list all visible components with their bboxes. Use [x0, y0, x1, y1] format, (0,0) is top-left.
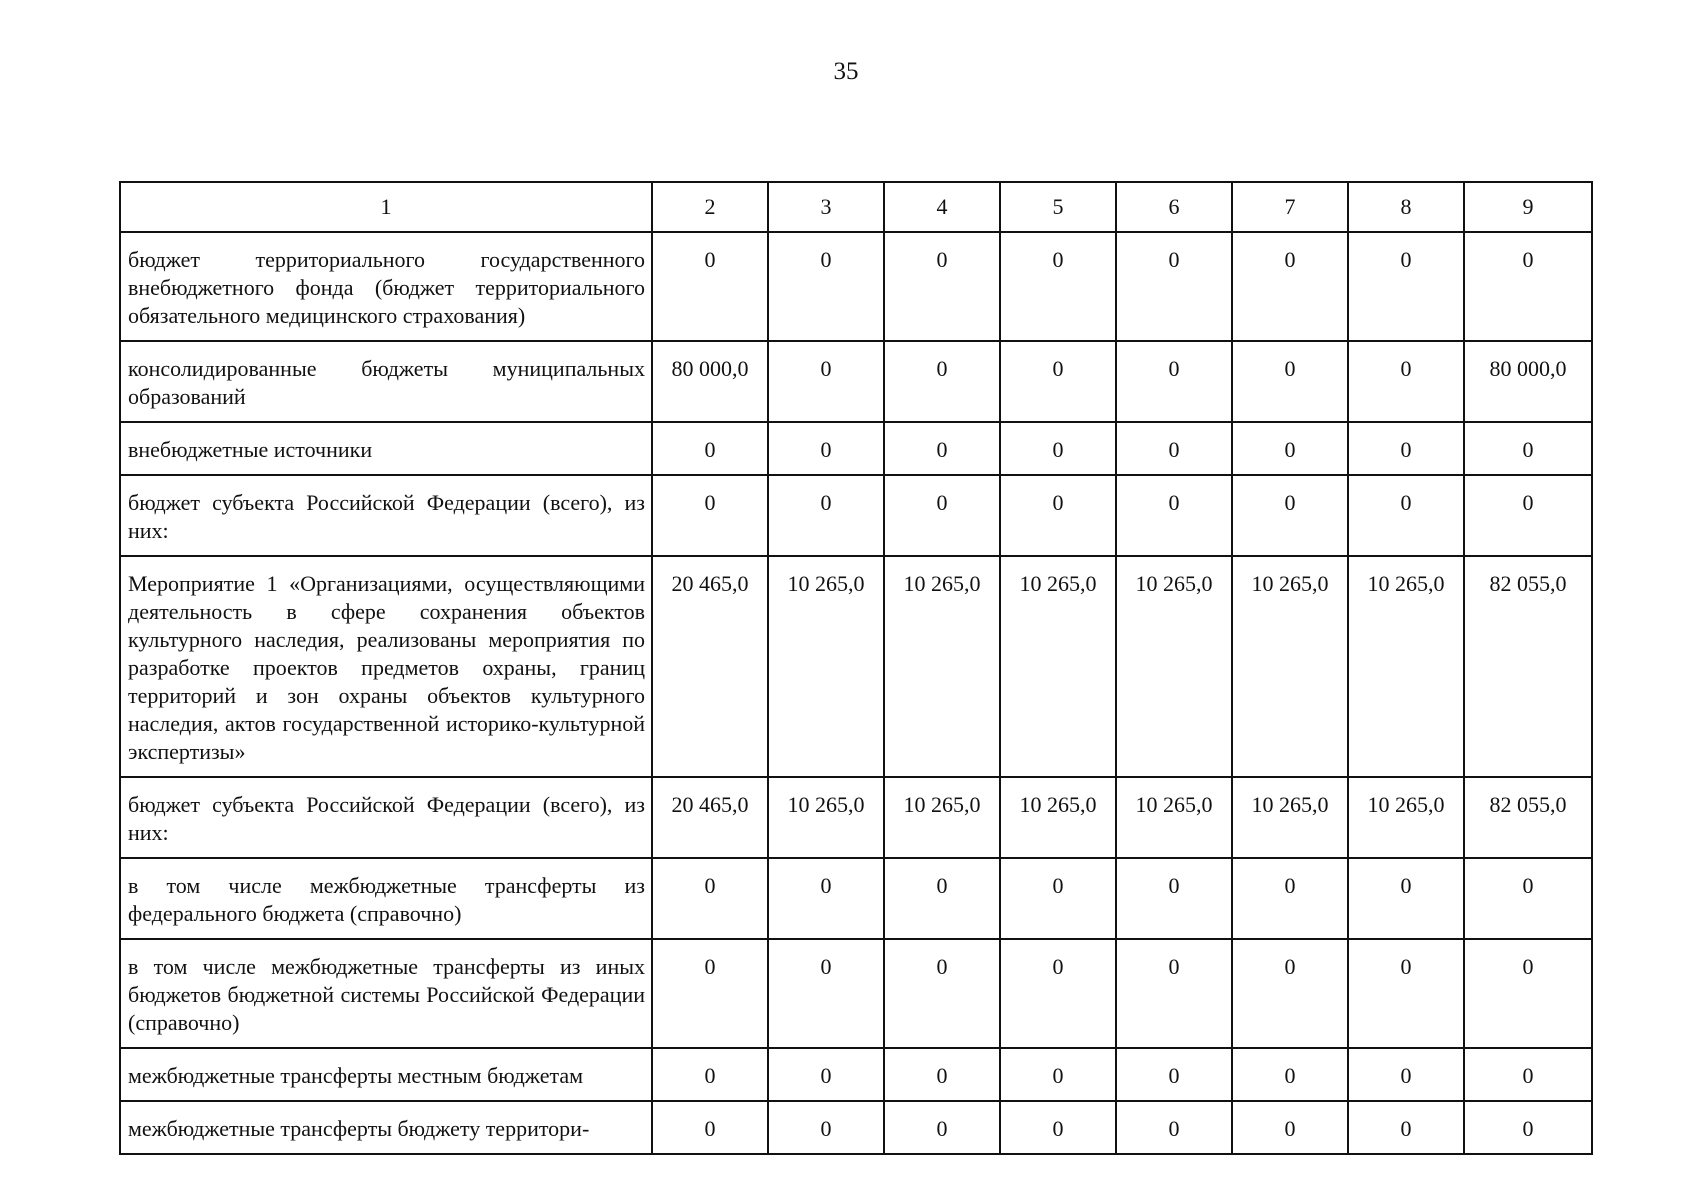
value-cell: 0 [884, 858, 1000, 939]
value-cell: 0 [1116, 858, 1232, 939]
value-cell: 0 [1000, 1048, 1116, 1101]
value-cell: 10 265,0 [768, 777, 884, 858]
value-cell: 0 [884, 232, 1000, 341]
value-cell: 0 [768, 232, 884, 341]
value-cell: 0 [1000, 341, 1116, 422]
table-row [120, 939, 1592, 1048]
column-header: 1 [120, 182, 652, 232]
row-label: консолидированные бюджеты муниципальных образований [120, 341, 652, 422]
column-header: 9 [1464, 182, 1592, 232]
table-row [120, 475, 1592, 556]
value-cell: 0 [1348, 232, 1464, 341]
value-cell: 0 [1348, 1048, 1464, 1101]
table-row [120, 232, 1592, 341]
value-cell: 0 [1232, 341, 1348, 422]
budget-table [119, 181, 1593, 1155]
value-cell: 0 [1464, 232, 1592, 341]
table-row [120, 858, 1592, 939]
value-cell: 0 [1348, 341, 1464, 422]
value-cell: 0 [768, 1048, 884, 1101]
value-cell: 0 [884, 1048, 1000, 1101]
value-cell: 0 [1348, 1101, 1464, 1154]
table-row [120, 422, 1592, 475]
value-cell: 0 [884, 422, 1000, 475]
value-cell: 0 [768, 858, 884, 939]
value-cell: 0 [652, 939, 768, 1048]
value-cell: 10 265,0 [1116, 777, 1232, 858]
column-header: 2 [652, 182, 768, 232]
value-cell: 20 465,0 [652, 777, 768, 858]
value-cell: 0 [768, 341, 884, 422]
value-cell: 0 [1116, 475, 1232, 556]
value-cell: 0 [1000, 422, 1116, 475]
value-cell: 0 [1232, 1101, 1348, 1154]
row-label: бюджет субъекта Российской Федерации (всего), из них: [120, 777, 652, 858]
value-cell: 10 265,0 [884, 556, 1000, 777]
value-cell: 0 [1000, 939, 1116, 1048]
row-label: бюджет территориального государственного внебюджетного фонда (бюджет территориального обязательного медицинского страхования) [120, 232, 652, 341]
value-cell: 0 [1116, 422, 1232, 475]
column-header: 8 [1348, 182, 1464, 232]
value-cell: 0 [1000, 1101, 1116, 1154]
value-cell: 0 [1000, 475, 1116, 556]
value-cell: 0 [1232, 232, 1348, 341]
value-cell: 0 [1232, 475, 1348, 556]
value-cell: 0 [768, 1101, 884, 1154]
table-row [120, 341, 1592, 422]
value-cell: 10 265,0 [1232, 777, 1348, 858]
row-label: внебюджетные источники [120, 422, 652, 475]
value-cell: 10 265,0 [1348, 777, 1464, 858]
value-cell: 0 [1232, 939, 1348, 1048]
table-row [120, 1048, 1592, 1101]
value-cell: 10 265,0 [1000, 556, 1116, 777]
value-cell: 0 [1464, 422, 1592, 475]
value-cell: 10 265,0 [1232, 556, 1348, 777]
page-number: 35 [833, 58, 859, 85]
value-cell: 0 [652, 475, 768, 556]
table-row [120, 777, 1592, 858]
value-cell: 0 [1000, 858, 1116, 939]
header-row [120, 182, 1592, 232]
value-cell: 0 [1348, 858, 1464, 939]
value-cell: 0 [1464, 475, 1592, 556]
value-cell: 82 055,0 [1464, 777, 1592, 858]
value-cell: 10 265,0 [884, 777, 1000, 858]
value-cell: 0 [652, 858, 768, 939]
value-cell: 82 055,0 [1464, 556, 1592, 777]
row-label: в том числе межбюджетные трансферты из федерального бюджета (справочно) [120, 858, 652, 939]
value-cell: 0 [652, 422, 768, 475]
value-cell: 0 [1116, 1101, 1232, 1154]
value-cell: 0 [884, 341, 1000, 422]
value-cell: 80 000,0 [1464, 341, 1592, 422]
value-cell: 0 [1464, 858, 1592, 939]
value-cell: 20 465,0 [652, 556, 768, 777]
column-header: 7 [1232, 182, 1348, 232]
value-cell: 10 265,0 [768, 556, 884, 777]
value-cell: 0 [1116, 1048, 1232, 1101]
value-cell: 0 [768, 475, 884, 556]
value-cell: 0 [884, 939, 1000, 1048]
value-cell: 80 000,0 [652, 341, 768, 422]
value-cell: 0 [1116, 341, 1232, 422]
column-header: 5 [1000, 182, 1116, 232]
value-cell: 10 265,0 [1000, 777, 1116, 858]
value-cell: 0 [884, 475, 1000, 556]
value-cell: 0 [652, 1048, 768, 1101]
row-label: межбюджетные трансферты бюджету территори- [120, 1101, 652, 1154]
value-cell: 0 [1232, 858, 1348, 939]
value-cell: 0 [1464, 939, 1592, 1048]
value-cell: 0 [1116, 232, 1232, 341]
value-cell: 0 [1232, 1048, 1348, 1101]
value-cell: 0 [652, 232, 768, 341]
value-cell: 0 [1116, 939, 1232, 1048]
value-cell: 0 [1348, 475, 1464, 556]
value-cell: 0 [884, 1101, 1000, 1154]
value-cell: 0 [1000, 232, 1116, 341]
column-header: 4 [884, 182, 1000, 232]
value-cell: 10 265,0 [1348, 556, 1464, 777]
value-cell: 0 [1232, 422, 1348, 475]
row-label: межбюджетные трансферты местным бюджетам [120, 1048, 652, 1101]
row-label: в том числе межбюджетные трансферты из иных бюджетов бюджетной системы Российской Федерации (справочно) [120, 939, 652, 1048]
column-header: 3 [768, 182, 884, 232]
column-header: 6 [1116, 182, 1232, 232]
table-row [120, 1101, 1592, 1154]
value-cell: 0 [768, 422, 884, 475]
row-label: Мероприятие 1 «Организациями, осуществляющими деятельность в сфере сохранения объектов культурного наследия, реализованы мероприятия по разработке проектов предметов охраны, границ территорий и зон охраны объектов культурного наследия, актов государственной историко-культурной экспертизы» [120, 556, 652, 777]
value-cell: 0 [1348, 939, 1464, 1048]
table-row [120, 556, 1592, 777]
value-cell: 0 [652, 1101, 768, 1154]
value-cell: 0 [1348, 422, 1464, 475]
row-label: бюджет субъекта Российской Федерации (всего), из них: [120, 475, 652, 556]
value-cell: 10 265,0 [1116, 556, 1232, 777]
value-cell: 0 [1464, 1101, 1592, 1154]
value-cell: 0 [768, 939, 884, 1048]
value-cell: 0 [1464, 1048, 1592, 1101]
